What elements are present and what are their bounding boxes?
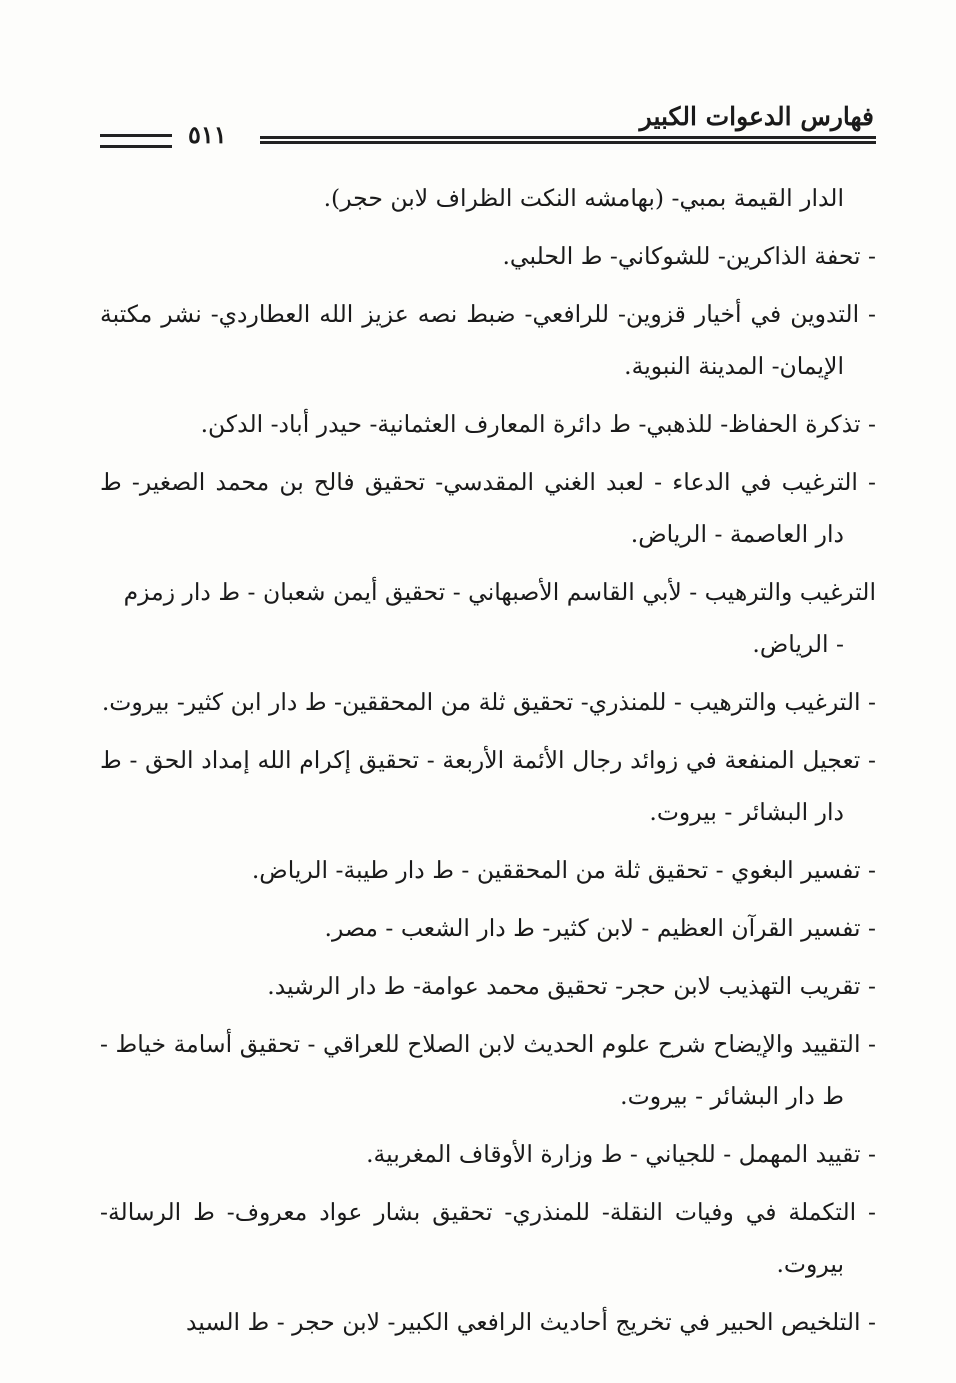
- bibliography-entry: - التقييد والإيضاح شرح علوم الحديث لابن الصلاح للعراقي - تحقيق أسامة خياط - ط دار البشائر - بيروت.: [100, 1030, 876, 1110]
- bibliography-entry: - الترغيب والترهيب - للمنذري- تحقيق ثلة من المحققين- ط دار ابن كثير- بيروت.: [101, 688, 876, 716]
- bibliography-entry: [100, 566, 876, 670]
- bibliography-entry: - التلخيص الحبير في تخريج أحاديث الرافعي الكبير- لابن حجر - ط السيد: [185, 1308, 876, 1336]
- bibliography-entry: - تعجيل المنفعة في زوائد رجال الأئمة الأربعة - تحقيق إكرام الله إمداد الحق - ط دار البشائر - بيروت.: [100, 746, 876, 826]
- bibliography-list: [100, 172, 876, 1354]
- bibliography-entry: - تقريب التهذيب لابن حجر- تحقيق محمد عوامة- ط دار الرشيد.: [267, 972, 876, 1000]
- bibliography-entry-line: الترغيب والترهيب - لأبي القاسم الأصبهاني - تحقيق أيمن شعبان - ط دار زمزم: [123, 578, 876, 606]
- bibliography-entry: - تذكرة الحفاظ- للذهبي- ط دائرة المعارف العثمانية- حيدر أباد- الدكن.: [200, 410, 876, 438]
- page-number: ٥١١: [188, 120, 227, 149]
- page-header: [100, 100, 876, 156]
- bibliography-entry: الدار القيمة بمبي- (بهامشه النكت الظراف لابن حجر).: [323, 184, 844, 212]
- bibliography-entry: - تقييد المهمل - للجياني - ط وزارة الأوقاف المغربية.: [366, 1140, 876, 1168]
- bibliography-entry: - تفسير القرآن العظيم - لابن كثير- ط دار الشعب - مصر.: [324, 914, 876, 942]
- bibliography-entry: - التكملة في وفيات النقلة- للمنذري- تحقيق بشار عواد معروف- ط الرسالة- بيروت.: [100, 1198, 876, 1278]
- header-rule-short: [100, 134, 172, 148]
- bibliography-entry: - تحفة الذاكرين- للشوكاني- ط الحلبي.: [502, 242, 876, 270]
- bibliography-entry-line: - الرياض.: [752, 630, 844, 658]
- bibliography-entry: - التدوين في أخيار قزوين- للرافعي- ضبط نصه عزيز الله العطاردي- نشر مكتبة الإيمان- المدينة النبوية.: [100, 300, 876, 380]
- bibliography-entry: - الترغيب في الدعاء - لعبد الغني المقدسي- تحقيق فالح بن محمد الصغير- ط دار العاصمة - الرياض.: [100, 468, 876, 548]
- bibliography-entry: - تفسير البغوي - تحقيق ثلة من المحققين - ط دار طيبة- الرياض.: [251, 856, 876, 884]
- header-rule-long: [260, 136, 876, 144]
- running-title: فهارس الدعوات الكبير: [639, 102, 874, 131]
